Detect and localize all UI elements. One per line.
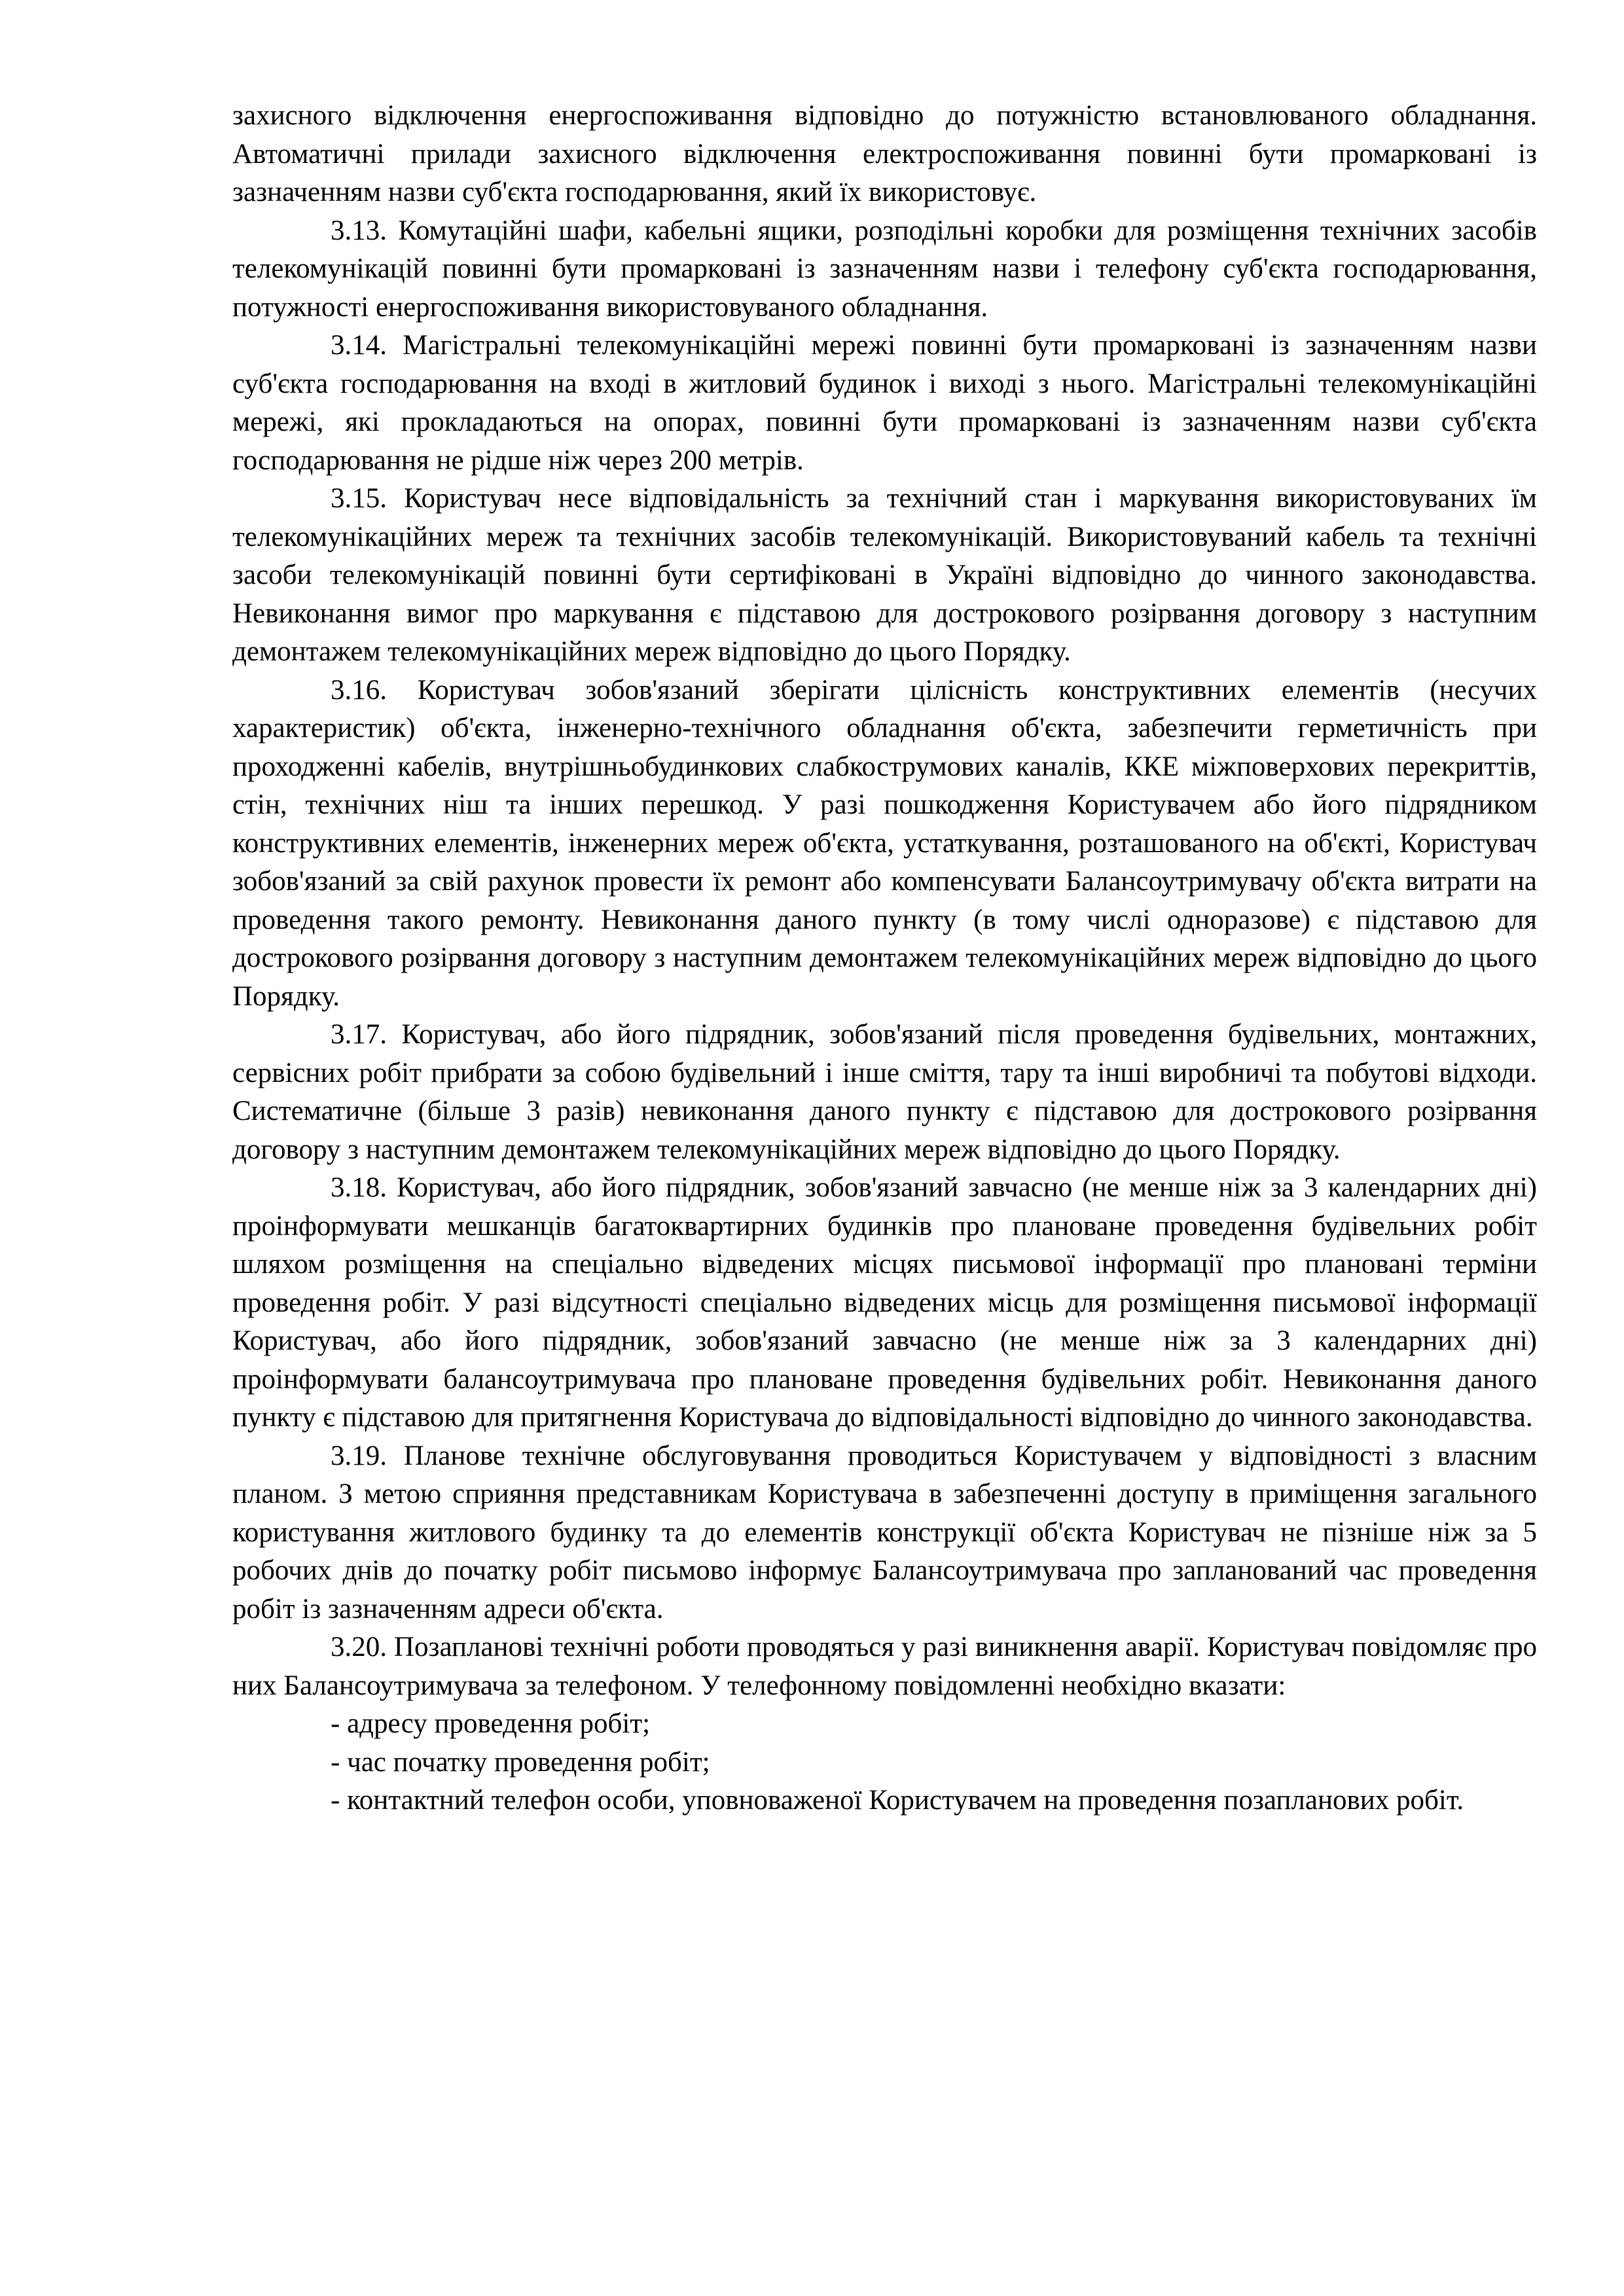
paragraph-3-20: 3.20. Позапланові технічні роботи проводяться у разі виникнення аварії. Користувач повідомляє про них Балансоутримувача за телефоном. У телефонному повідомленні необхідно вказати: [232,1632,1537,1701]
list-item-start-time: - час початку проведення робіт; [331,1746,710,1778]
list-item-address: - адресу проведення робіт; [331,1708,651,1739]
paragraph-3-19: 3.19. Планове технічне обслуговування проводиться Користувачем у відповідності з власним планом. З метою сприяння представникам Користувача в забезпеченні доступу в приміщення загального користування житлового будинку та до елементів конструкції об'єкта Користувач не пізніше ніж за 5 робочих днів до початку робіт письмово інформує Балансоутримувача про запланований час проведення робіт із зазначенням адреси об'єкта. [232,1440,1537,1624]
paragraph-3-13: 3.13. Комутаційні шафи, кабельні ящики, розподільні коробки для розміщення технічних засобів телекомунікацій повинні бути промарковані із зазначенням назви і телефону суб'єкта господарювання, потужності енергоспоживання використовуваного обладнання. [232,215,1537,323]
paragraph-3-16: 3.16. Користувач зобов'язаний зберігати цілісність конструктивних елементів (несучих характеристик) об'єкта, інженерно-технічного обладнання об'єкта, забезпечити герметичність при проходженні кабелів, внутрішньобудинкових слабкострумових каналів, ККЕ міжповерхових перекриттів, стін, технічних ніш та інших перешкод. У разі пошкодження Користувачем або його підрядником конструктивних елементів, інженерних мереж об'єкта, устаткування, розташованого на об'єкті, Користувач зобов'язаний за свій рахунок провести їх ремонт або компенсувати Балансоутримувачу об'єкта витрати на проведення такого ремонту. Невиконання даного пункту (в тому числі одноразове) є підставою для дострокового розірвання договору з наступним демонтажем телекомунікаційних мереж відповідно до цього Порядку. [232,674,1537,1012]
list-item-contact-phone: - контактний телефон особи, уповноваженої Користувачем на проведення позапланових робіт. [331,1785,1464,1816]
paragraph-continuation: захисного відключення енергоспоживання відповідно до потужністю встановлюваного обладнання. Автоматичні прилади захисного відключення електроспоживання повинні бути промарковані із зазначенням назви суб'єкта господарювання, який їх використовує. [232,100,1537,207]
paragraph-3-17: 3.17. Користувач, або його підрядник, зобов'язаний після проведення будівельних, монтажних, сервісних робіт прибрати за собою будівельний і інше сміття, тару та інші виробничі та побутові відходи. Систематичне (більше 3 разів) невиконання даного пункту є підставою для дострокового розірвання договору з наступним демонтажем телекомунікаційних мереж відповідно до цього Порядку. [232,1019,1537,1165]
paragraph-3-18: 3.18. Користувач, або його підрядник, зобов'язаний завчасно (не менше ніж за 3 календарних дні) проінформувати мешканців багатоквартирних будинків про плановане проведення будівельних робіт шляхом розміщення на спеціально відведених місцях письмової інформації про плановані терміни проведення робіт. У разі відсутності спеціально відведених місць для розміщення письмової інформації Користувач, або його підрядник, зобов'язаний завчасно (не менше ніж за 3 календарних дні) проінформувати балансоутримувача про плановане проведення будівельних робіт. Невиконання даного пункту є підставою для притягнення Користувача до відповідальності відповідно до чинного законодавства. [232,1172,1537,1433]
document-body [232,97,1537,1820]
paragraph-3-15: 3.15. Користувач несе відповідальність за технічний стан і маркування використовуваних їм телекомунікаційних мереж та технічних засобів телекомунікацій. Використовуваний кабель та технічні засоби телекомунікацій повинні бути сертифіковані в Україні відповідно до чинного законодавства. Невиконання вимог про маркування є підставою для дострокового розірвання договору з наступним демонтажем телекомунікаційних мереж відповідно до цього Порядку. [232,483,1537,667]
paragraph-3-14: 3.14. Магістральні телекомунікаційні мережі повинні бути промарковані із зазначенням назви суб'єкта господарювання на вході в житловий будинок і виході з нього. Магістральні телекомунікаційні мережі, які прокладаються на опорах, повинні бути промарковані із зазначенням назви суб'єкта господарювання не рідше ніж через 200 метрів. [232,330,1537,476]
